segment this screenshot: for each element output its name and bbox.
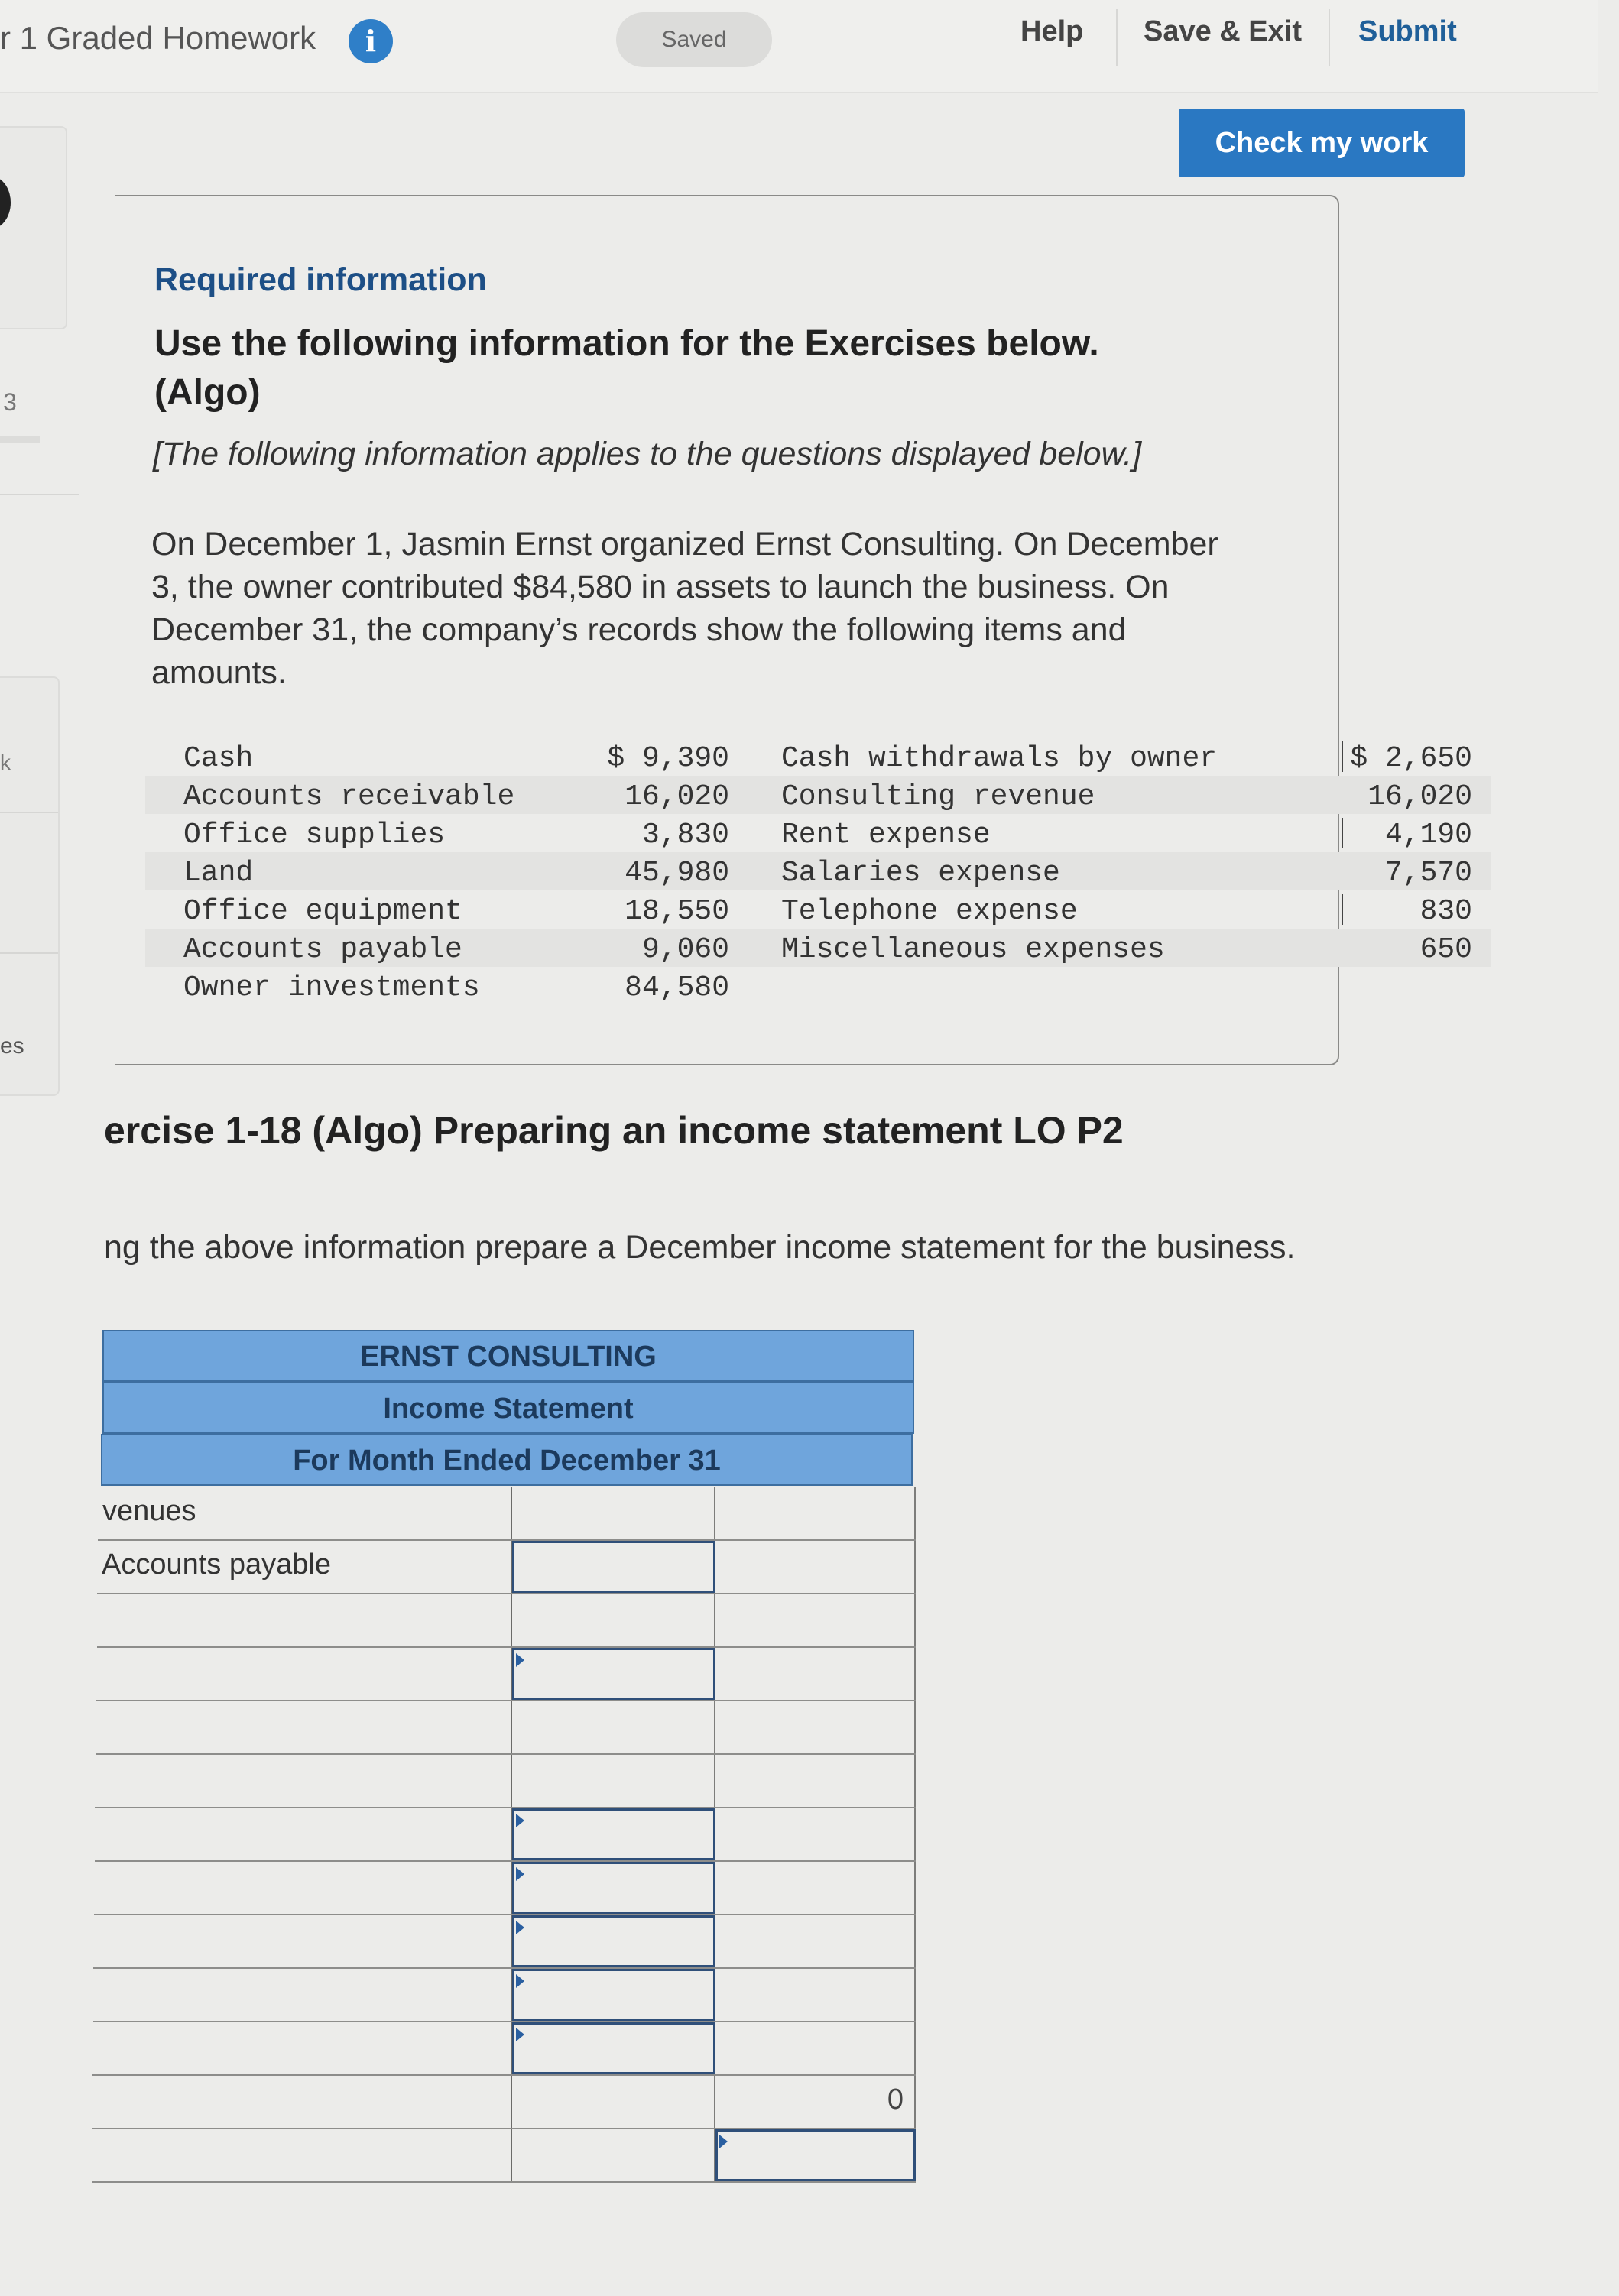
- record-amount: 3,830: [641, 819, 729, 851]
- statement-account-select[interactable]: [92, 2022, 512, 2074]
- statement-row: [94, 1862, 916, 1915]
- record-amount: $ 2,650: [1350, 742, 1472, 775]
- statement-company-name: ERNST CONSULTING: [102, 1330, 914, 1382]
- statement-total-input[interactable]: [715, 1969, 916, 2021]
- record-item: Owner investments: [183, 971, 480, 1004]
- divider: [0, 952, 58, 954]
- help-link[interactable]: Help: [1020, 15, 1084, 47]
- record-item: Office supplies: [183, 819, 446, 851]
- check-my-work-button[interactable]: Check my work: [1179, 109, 1465, 177]
- statement-amount-input[interactable]: [512, 1594, 715, 1646]
- divider: [0, 812, 58, 813]
- statement-total-input[interactable]: [715, 1594, 916, 1646]
- dropdown-marker-icon: [516, 1974, 524, 1988]
- submit-link[interactable]: Submit: [1358, 15, 1457, 47]
- statement-row: [97, 1594, 916, 1648]
- statement-amount-input[interactable]: [512, 1755, 715, 1807]
- statement-account-select[interactable]: [96, 1701, 512, 1753]
- applies-note: [The following information applies to the questions displayed below.]: [153, 436, 1142, 472]
- statement-period: For Month Ended December 31: [101, 1434, 913, 1486]
- required-information-title: Required information: [154, 261, 487, 298]
- info-icon[interactable]: i: [349, 19, 393, 63]
- record-item: Accounts payable: [183, 933, 462, 966]
- record-amount: 830: [1419, 895, 1472, 928]
- records-row: [145, 852, 1491, 890]
- sidebar-question-number[interactable]: 3: [3, 388, 17, 416]
- record-amount: 9,060: [641, 933, 729, 966]
- info-heading: Use the following information for the Exercises below. (Algo): [154, 323, 1099, 413]
- statement-row: [96, 1648, 916, 1701]
- statement-total-input[interactable]: [715, 2022, 916, 2074]
- records-row: [145, 929, 1491, 967]
- dropdown-marker-icon: [719, 2135, 728, 2148]
- sidebar-panel: [0, 126, 67, 329]
- statement-account-select[interactable]: [92, 2076, 512, 2128]
- statement-account-select[interactable]: [97, 1594, 512, 1646]
- statement-row: [93, 1915, 916, 1969]
- dropdown-marker-icon: [516, 1921, 524, 1934]
- record-amount: 4,190: [1384, 819, 1472, 851]
- records-row: [145, 890, 1491, 929]
- record-amount: 16,020: [625, 780, 729, 813]
- exercise-instruction: ng the above information prepare a December income statement for the business.: [104, 1229, 1296, 1266]
- statement-total-input[interactable]: [715, 1541, 916, 1593]
- statement-row: [92, 2129, 916, 2183]
- statement-row: [95, 1755, 916, 1808]
- statement-row: [96, 1701, 916, 1755]
- dropdown-marker-icon: [516, 1814, 524, 1827]
- divider: [1329, 9, 1330, 66]
- statement-total-input[interactable]: [715, 1915, 916, 1967]
- statement-account-select[interactable]: [94, 1862, 512, 1914]
- statement-row: [92, 2022, 916, 2076]
- statement-account-select[interactable]: [95, 1755, 512, 1807]
- statement-total-input[interactable]: [715, 1808, 916, 1860]
- table-divider: [1342, 894, 1343, 925]
- dropdown-marker-icon: [516, 2028, 524, 2041]
- statement-row: [97, 1541, 916, 1594]
- record-item: Salaries expense: [781, 857, 1060, 890]
- statement-amount-input[interactable]: [512, 2076, 715, 2128]
- statement-amount-input[interactable]: [512, 1487, 715, 1539]
- statement-account-select[interactable]: [95, 1808, 512, 1860]
- statement-account-select[interactable]: [93, 1969, 512, 2021]
- statement-total-input[interactable]: [715, 1648, 916, 1700]
- record-item: Rent expense: [781, 819, 991, 851]
- statement-total-input[interactable]: [715, 2129, 916, 2181]
- records-row: [145, 738, 1491, 776]
- saved-status-badge: Saved: [616, 12, 772, 67]
- statement-amount-input[interactable]: [512, 1648, 715, 1700]
- statement-total-input[interactable]: [715, 1701, 916, 1753]
- divider: [0, 436, 40, 443]
- dropdown-marker-icon: [516, 1867, 524, 1881]
- divider: [0, 494, 79, 495]
- scenario-text: On December 1, Jasmin Ernst organized Ernst Consulting. On December 3, the owner contributed $84,580 in assets to launch the business. On December 31, the company’s records show the following items and amounts.: [151, 526, 1218, 691]
- record-amount: $ 9,390: [607, 742, 729, 775]
- assignment-title: r 1 Graded Homework: [0, 20, 316, 56]
- divider: [1116, 9, 1118, 66]
- exercise-title: ercise 1-18 (Algo) Preparing an income statement LO P2: [104, 1109, 1124, 1152]
- records-row: [145, 814, 1491, 852]
- statement-amount-input[interactable]: [512, 2129, 715, 2181]
- statement-account-select[interactable]: Accounts payable: [97, 1541, 512, 1593]
- record-amount: 16,020: [1368, 780, 1472, 813]
- statement-row: [92, 2076, 916, 2129]
- statement-account-select[interactable]: venues: [98, 1487, 512, 1539]
- records-row: [145, 967, 1491, 1005]
- statement-amount-input[interactable]: [512, 1701, 715, 1753]
- statement-row: [95, 1808, 916, 1862]
- statement-account-select[interactable]: [92, 2129, 512, 2181]
- dropdown-marker-icon: [516, 1653, 524, 1667]
- record-item: Telephone expense: [781, 895, 1078, 928]
- statement-row: [98, 1487, 916, 1541]
- sidebar-fragment[interactable]: es: [0, 1033, 24, 1059]
- record-item: Miscellaneous expenses: [781, 933, 1165, 966]
- statement-total-input[interactable]: [715, 1862, 916, 1914]
- record-amount: 18,550: [625, 895, 729, 928]
- sidebar-fragment: k: [0, 751, 11, 774]
- table-divider: [1342, 818, 1343, 848]
- save-exit-link[interactable]: Save & Exit: [1144, 15, 1302, 47]
- record-item: Consulting revenue: [781, 780, 1095, 813]
- statement-total-input[interactable]: [715, 1755, 916, 1807]
- record-item: Cash withdrawals by owner: [781, 742, 1218, 775]
- record-amount: 650: [1419, 933, 1472, 966]
- record-amount: 84,580: [625, 971, 729, 1004]
- statement-account-select[interactable]: [93, 1915, 512, 1967]
- statement-amount-input[interactable]: [512, 1915, 715, 1967]
- record-amount: 45,980: [625, 857, 729, 890]
- statement-amount-input[interactable]: [512, 2022, 715, 2074]
- statement-amount-input[interactable]: [512, 1862, 715, 1914]
- records-row: [145, 776, 1491, 814]
- statement-account-select[interactable]: [96, 1648, 512, 1700]
- statement-total-input[interactable]: [715, 1487, 916, 1539]
- statement-amount-input[interactable]: [512, 1541, 715, 1593]
- statement-total-input[interactable]: 0: [715, 2076, 916, 2128]
- record-item: Accounts receivable: [183, 780, 515, 813]
- statement-amount-input[interactable]: [512, 1808, 715, 1860]
- statement-row: [93, 1969, 916, 2022]
- record-item: Office equipment: [183, 895, 462, 928]
- statement-title: Income Statement: [102, 1382, 914, 1434]
- table-divider: [1342, 741, 1343, 772]
- record-amount: 7,570: [1384, 857, 1472, 890]
- record-item: Cash: [183, 742, 254, 775]
- record-item: Land: [183, 857, 254, 890]
- statement-amount-input[interactable]: [512, 1969, 715, 2021]
